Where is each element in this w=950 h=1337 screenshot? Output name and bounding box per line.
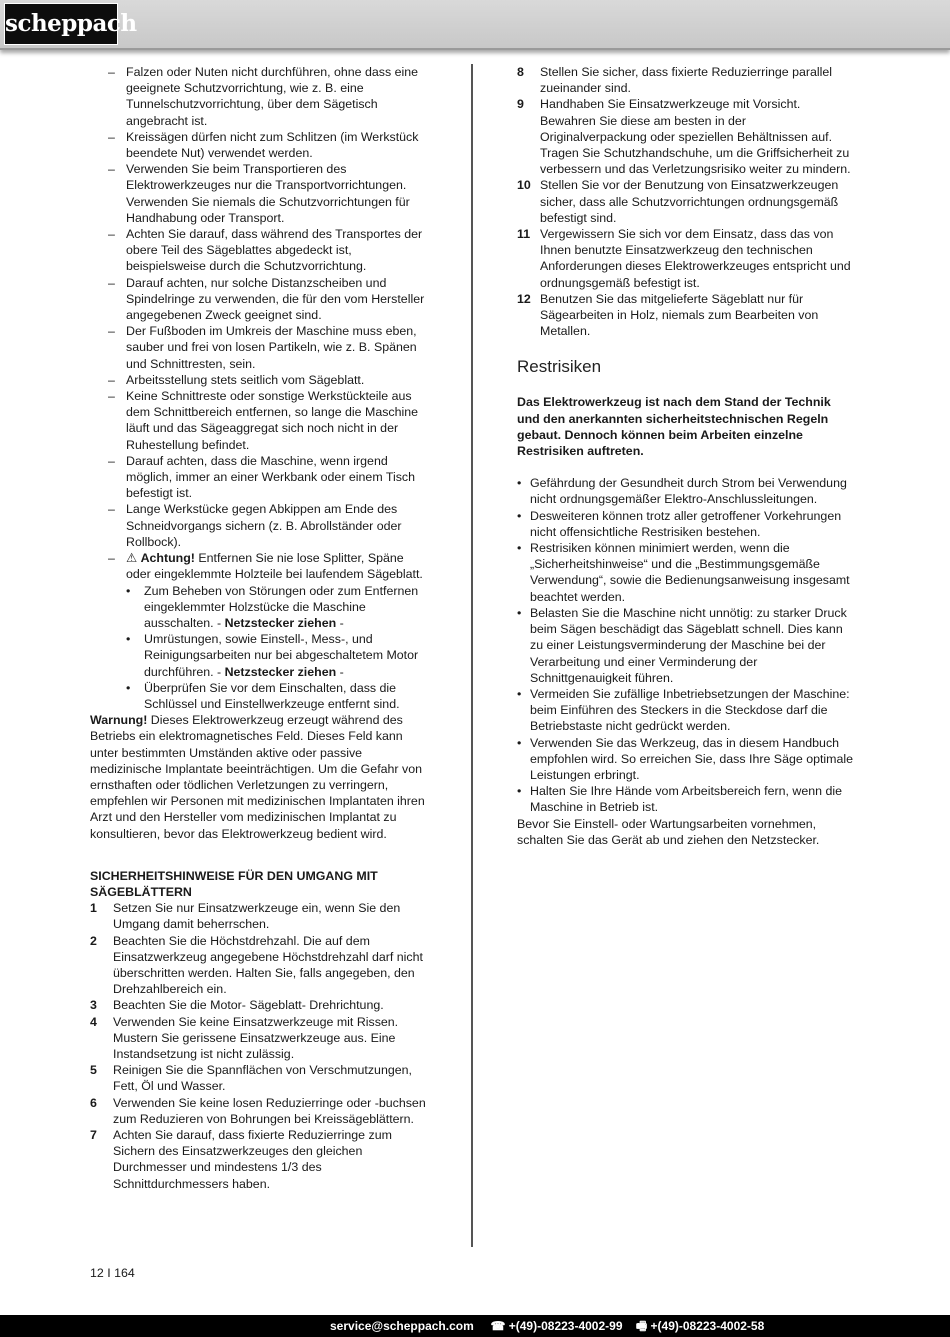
phone-number: +(49)-08223-4002-99 [508, 1319, 623, 1333]
numbered-item: 3 Beachten Sie die Motor- Sägeblatt- Drehrichtung. [90, 998, 384, 1013]
intro-paragraph: Das Elektrowerkzeug ist nach dem Stand der Technik und den anerkannten sicherheitstechnischen Regeln gebaut. Dennoch können beim Arbeiten einzelne Restrisiken auftreten. [517, 395, 831, 459]
numbered-item: 12 Benutzen Sie das mitgelieferte Sägeblatt nur für Sägearbeiten in Holz, niemals zum Bearbeiten von Metallen. [517, 291, 819, 339]
scheppach-logo: scheppach [4, 3, 118, 45]
sub-list-item: • Überprüfen Sie vor dem Einschalten, dass die Schlüssel und Einstellwerkzeuge entfernt sind. [126, 680, 400, 711]
fax-number: +(49)-08223-4002-58 [650, 1319, 765, 1333]
fax-icon: 🖷 [635, 1319, 648, 1333]
sub-list-item: • Umrüstungen, sowie Einstell-, Mess-, und Reinigungsarbeiten nur bei abgeschaltetem Motor durchführen. - Netzstecker ziehen - [126, 632, 419, 679]
bullet-item: • Halten Sie Ihre Hände vom Arbeitsbereich fern, wenn die Maschine in Betrieb ist. [517, 784, 843, 815]
numbered-item: 10 Stellen Sie vor der Benutzung von Einsatzwerkzeugen sicher, dass alle Schutzvorrichtungen ordnungsgemäß befestigt sind. [517, 178, 839, 225]
list-item: – Achten Sie darauf, dass während des Transportes der obere Teil des Sägeblattes abgedeckt ist, beispielsweise durch die Schutzvorrichtung. [108, 227, 423, 274]
numbered-item: 7 Achten Sie darauf, dass fixierte Reduzierringe zum Sichern des Einsatzwerkzeuges den gleichen Durchmesser und mindestens 1/3 des Schnittdurchmessers haben. [90, 1128, 392, 1191]
section-heading-restrisiken: Restrisiken [517, 357, 602, 377]
numbered-item: 6 Verwenden Sie keine losen Reduzierringe oder -buchsen zum Reduzieren von Bohrungen bei Kreissägeblättern. [90, 1095, 426, 1126]
numbered-item: 11 Vergewissern Sie sich vor dem Einsatz, dass das von Ihnen benutzte Einsatzwerkzeug den technischen Anforderungen dieses Elektrowerkzeuges entspricht und ordnungsgemäß befestigt ist. [517, 227, 851, 290]
list-item: – Darauf achten, dass die Maschine, wenn irgend möglich, immer an einer Werkbank oder einem Tisch befestigt ist. [108, 453, 416, 501]
numbered-item: 5 Reinigen Sie die Spannflächen von Verschmutzungen, Fett, Öl und Wasser. [90, 1063, 412, 1094]
list-item: – Darauf achten, nur solche Distanzscheiben und Spindelringe zu verwenden, die für den vom Hersteller angegebenen Zweck geeignet sind. [108, 275, 425, 323]
service-email: service@scheppach.com [330, 1319, 474, 1333]
numbered-item: 1 Setzen Sie nur Einsatzwerkzeuge ein, wenn Sie den Umgang damit beherrschen. [90, 901, 401, 932]
numbered-item: 2 Beachten Sie die Höchstdrehzahl. Die auf dem Einsatzwerkzeug angegebene Höchstdrehzahl darf nicht überschritten werden. Halten Sie, falls angegeben, den Drehzahlbereich ein. [90, 933, 423, 997]
page-footer [0, 1315, 950, 1337]
warnung-paragraph: Warnung! Dieses Elektrowerkzeug erzeugt während des Betriebs ein elektromagnetisches Feld. Dieses Feld kann unter bestimmten Umständen aktive oder passive medizinische Implantate beeinträchtigen. Um die Gefahr von ernsthaften oder tödlichen Verletzungen zu verringern, empfehlen wir Personen mit medizinischen Implantaten ihren Arzt und den Hersteller vom medizinischen Implantat zu konsultieren, bevor das Elektrowerkzeug bedient wird. [90, 713, 425, 841]
bullet-item: • Desweiteren können trotz aller getroffener Vorkehrungen nicht offensichtliche Restrisiken bestehen. [517, 508, 842, 539]
section-heading: SICHERHEITSHINWEISE FÜR DEN UMGANG MIT SÄGEBLÄTTERN [90, 868, 378, 899]
closing-paragraph: Bevor Sie Einstell- oder Wartungsarbeiten vornehmen, schalten Sie das Gerät ab und ziehen den Netzstecker. [517, 816, 820, 847]
warning-triangle-icon: ⚠ [126, 551, 138, 566]
numbered-item: 4 Verwenden Sie keine Einsatzwerkzeuge mit Rissen. Mustern Sie gerissene Einsatzwerkzeuge aus. Eine Instandsetzung ist nicht zulässig. [90, 1014, 399, 1061]
bullet-item: • Verwenden Sie das Werkzeug, das in diesem Handbuch empfohlen wird. So erreichen Sie, dass Ihre Säge optimale Leistungen erbringt. [517, 735, 854, 782]
list-item: – Verwenden Sie beim Transportieren des Elektrowerkzeuges nur die Transportvorrichtungen. Verwenden Sie niemals die Schutzvorrichtungen für Handhabung oder Transport. [108, 162, 410, 225]
bullet-item: • Restrisiken können minimiert werden, wenn die „Sicherheitshinweise“ und die „Bestimmungsgemäße Verwendung“, sowie die Bedienungsanweisung insgesamt beachtet werden. [517, 541, 850, 604]
bullet-item: • Belasten Sie die Maschine nicht unnötig: zu starker Druck beim Sägen beschädigt das Sägeblatt schnell. Dies kann zu einer Leistungsverminderung der Maschine bei der Verarbeitung und einer Verminderung der Schnittgenauigkeit führen. [517, 605, 847, 685]
list-item: – Falzen oder Nuten nicht durchführen, ohne dass eine geeignete Schutzvorrichtung, wie z. B. eine Tunnelschutzvorrichtung, über dem Sägetisch angebracht ist. [108, 65, 419, 128]
right-column [517, 64, 855, 848]
numbered-item: 8 Stellen Sie sicher, dass fixierte Reduzierringe parallel zueinander sind. [517, 65, 833, 96]
bullet-item: • Gefährdung der Gesundheit durch Strom bei Verwendung nicht ordnungsgemäßer Elektro-Anschlussleitungen. [517, 476, 847, 507]
achtung-item: – ⚠ Achtung! Entfernen Sie nie lose Splitter, Späne oder eingeklemmte Holzteile bei laufendem Sägeblatt. [108, 551, 423, 582]
list-item: – Lange Werkstücke gegen Abkippen am Ende des Schneidvorgangs sichern (z. B. Abrollständer oder Rollbock). [108, 502, 402, 549]
sub-list-item: • Zum Beheben von Störungen oder zum Entfernen eingeklemmter Holzstücke die Maschine ausschalten. - Netzstecker ziehen - [126, 583, 419, 630]
phone-icon: ☎ [490, 1319, 506, 1333]
bullet-item: • Vermeiden Sie zufällige Inbetriebsetzungen der Maschine: beim Einführen des Steckers in die Steckdose darf die Betriebstaste nicht gedrückt werden. [517, 686, 850, 734]
left-column [90, 64, 427, 1192]
column-divider [471, 64, 473, 1247]
page-number: 12 I 164 [90, 1266, 135, 1280]
numbered-item: 9 Handhaben Sie Einsatzwerkzeuge mit Vorsicht. Bewahren Sie diese am besten in der Originalverpackung oder speziellen Behältnissen auf. Tragen Sie Schutzhandschuhe, um die Griffsicherheit zu verbessern und das Verletzungsrisiko weiter zu mindern. [517, 97, 851, 177]
list-item: – Arbeitsstellung stets seitlich vom Sägeblatt. [108, 372, 365, 387]
list-item: – Keine Schnittreste oder sonstige Werkstückteile aus dem Schnittbereich entfernen, so lange die Maschine läuft und das Sägeaggregat sich noch nicht in der Ruhestellung befindet. [108, 389, 419, 452]
list-item: – Der Fußboden im Umkreis der Maschine muss eben, sauber und frei von losen Partikeln, wie z. B. Spänen und Schnittresten, sein. [108, 324, 417, 371]
list-item: – Kreissägen dürfen nicht zum Schlitzen (im Werkstück beendete Nut) verwendet werden. [108, 129, 419, 161]
page-header [0, 0, 950, 50]
